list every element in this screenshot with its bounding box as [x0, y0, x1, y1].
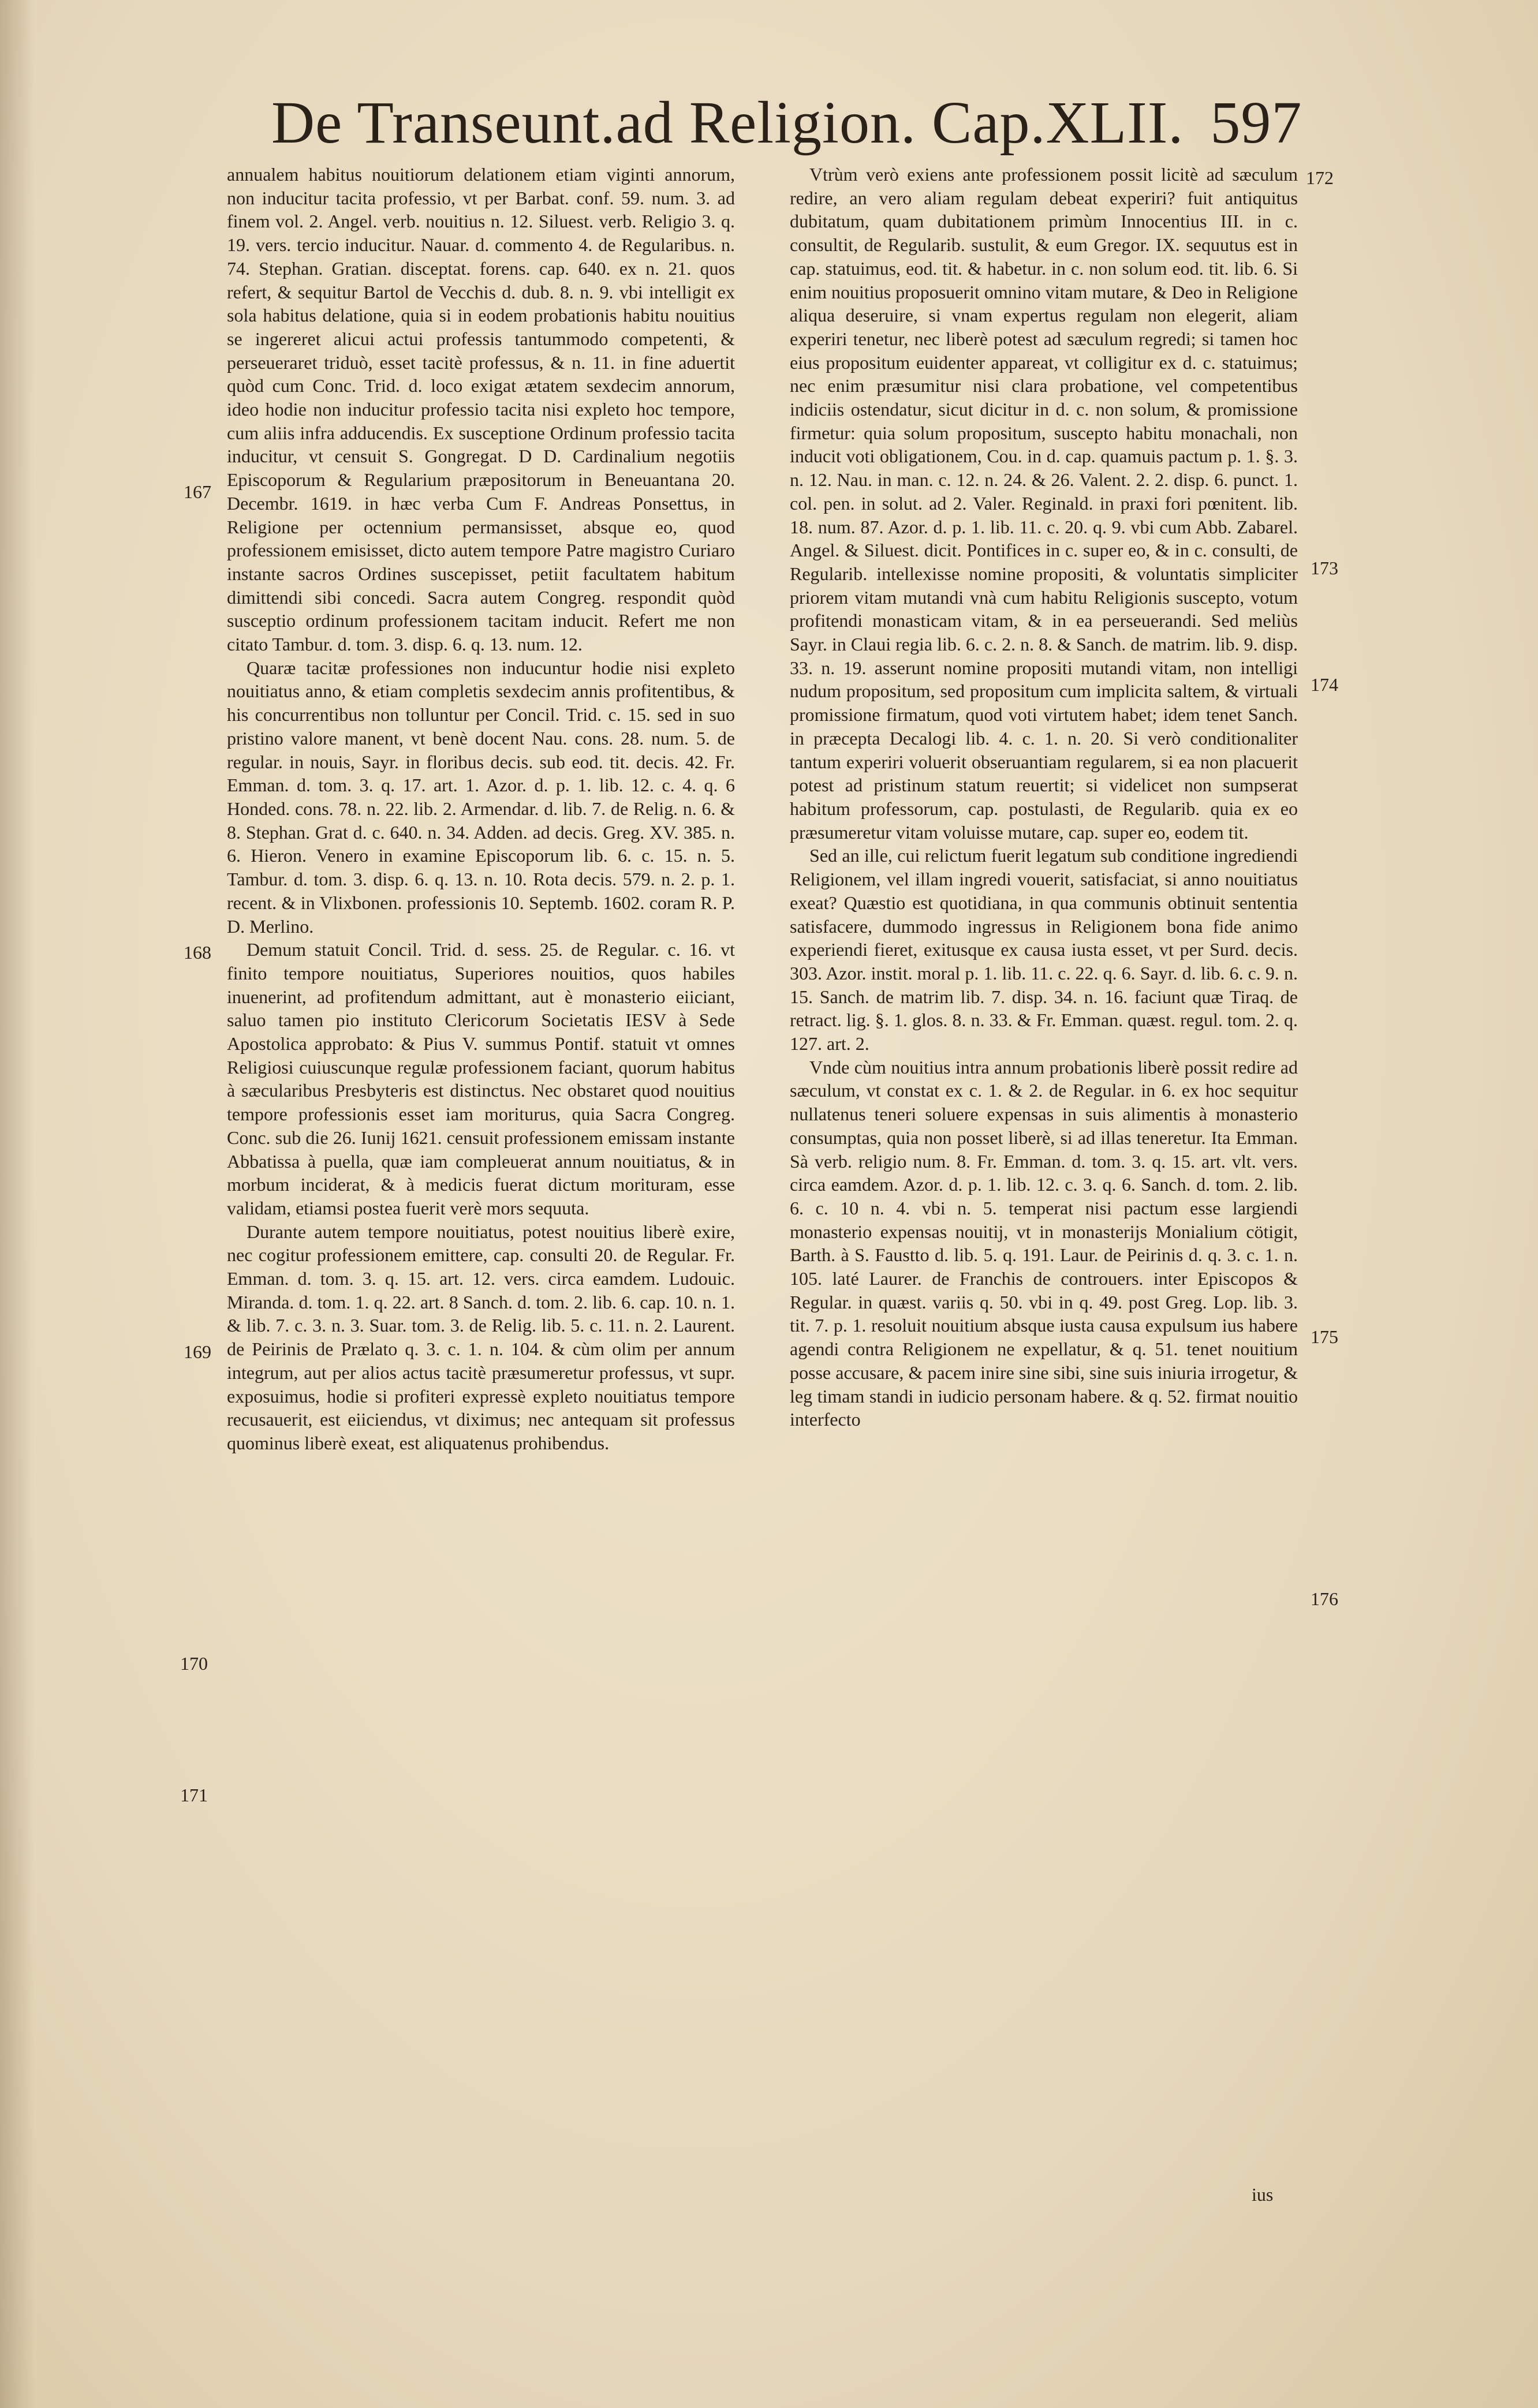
- page-number: 597: [1210, 89, 1302, 156]
- margin-number-170: 170: [180, 1653, 208, 1674]
- catchword: ius: [1252, 2184, 1274, 2205]
- margin-number-171: 171: [180, 1785, 208, 1805]
- right-paragraph-2: Sed an ille, cui relictum fuerit legatum sub conditione ingrediendi Religionem, vel illam ingredi vouerit, satisfaciat, si anno nouitiatus exeat? Quæstio est quotidiana, in qua communis obtinuit sententia satisfacere, dummodo ingressus in Religionem bona fide animo experiendi fieret, exitusque ex causa iusta esset, vt per Surd. decis. 303. Azor. instit. moral p. 1. lib. 11. c. 22. q. 6. Sayr. d. lib. 6. c. 9. n. 15. Sanch. de matrim lib. 7. disp. 34. n. 16. faciunt quæ Tiraq. de retract. lig. §. 1. glos. 8. n. 33. & Fr. Emman. quæst. regul. tom. 2. q. 127. art. 2.: [790, 845, 1298, 1055]
- margin-number-173: 173: [1311, 558, 1338, 578]
- margin-number-174: 174: [1311, 674, 1338, 695]
- page-fold-shadow: [0, 0, 35, 2408]
- left-column: [227, 163, 735, 2194]
- margin-number-167: 167: [184, 481, 211, 502]
- running-header: [271, 80, 1328, 166]
- margin-number-168: 168: [184, 942, 211, 963]
- right-paragraph-3: Vnde cùm nouitius intra annum probationis liberè possit redire ad sæculum, vt constat ex c. 1. & 2. de Regular. in 6. ex hoc sequitur nullatenus teneri soluere expensas in suis alimentis à monasterio consumptas, quia non posset liberè, si ad illas teneretur. Ita Emman. Sà verb. religio num. 8. Fr. Emman. d. tom. 3. q. 15. art. vlt. vers. circa eamdem. Azor. d. p. 1. lib. 12. c. 3. q. 6. Sanch. d. tom. 2. lib. 6. c. 10 n. 4. vbi n. 5. temperat nisi pactum esse largiendi monasterio expensas nouitij, vt in monasterijs Monialium cötigit, Barth. à S. Faustto d. lib. 5. q. 191. Laur. de Peirinis d. q. 3. c. 1. n. 105. laté Laurer. de Franchis de controuers. inter Episcopos & Regular. in quæst. variis q. 50. vbi in q. 49. post Greg. Lop. lib. 3. tit. 7. p. 1. resoluit nouitium absque iusta causa expulsum ius habere agendi contra Religionem ne expellatur, & q. 51. tenet nouitium posse accusare, & pacem inire sine sibi, sine suis iniuria irrogetur, & leg timam standi in iudicio personam habere. & q. 52. firmat nouitio interfecto: [790, 1056, 1298, 1430]
- right-paragraph-1: Vtrùm verò exiens ante professionem possit licitè ad sæculum redire, an vero aliam regulam debeat experiri? fuit antiquitus dubitatum, quam dubitationem primùm Innocentius III. in c. consultit, de Regularib. sustulit, & eum Gregor. IX. sequutus est in cap. statuimus, eod. tit. & habetur. in c. non solum eod. tit. lib. 6. Si enim nouitius proposuerit omnino vitam mutare, & Deo in Religione aliqua deseruire, si vnam expertus regulam non elegerit, aliam experiri tenetur, nec liberè potest ad sæculum regredi; si tamen hoc eius propositum euidenter appareat, vt colligitur ex d. c. statuimus; nec enim præsumitur nisi clara probatione, vel competentibus indiciis ostendatur, sicut dicitur in d. c. non solum, & promissione firmetur: quia solum propositum, suscepto habitu monachali, non inducit voti obligationem, Cou. in d. cap. quamuis pactum p. 1. §. 3. n. 12. Nau. in man. c. 12. n. 24. & 26. Valent. 2. 2. disp. 6. punct. 1. col. pen. in solut. ad 2. Valer. Reginald. in praxi fori pœnitent. lib. 18. num. 87. Azor. d. p. 1. lib. 11. c. 20. q. 9. vbi cum Abb. Zabarel. Angel. & Siluest. dicit. Pontifices in c. super eo, & in c. consulti, de Regularib. intellexisse nomine propositi, & voluntatis simpliciter priorem vitam mutandi vnà cum habitu Religionis suscepto, votum profitendi monasticam vitam, & in ea perseuerandi. Sed meliùs Sayr. in Claui regia lib. 6. c. 2. n. 8. & Sanch. de matrim. lib. 9. disp. 33. n. 19. asserunt nomine propositi mutandi vitam, non intelligi nudum propositum, sed propositum cum implicita saltem, & virtuali promissione firmatum, quod voti virtutem habet; idem tenet Sanch. in præcepta Decalogi lib. 4. c. 1. n. 20. Si verò conditionaliter tantum experiri voluerit obseruantiam regularem, si ea non placuerit potest ad pristinum statum reuertit; si videlicet non sumpserat habitum professorum, cap. postulasti, de Regularib. quia ex eo præsumeretur vitam voluisse mutare, cap. super eo, eodem tit.: [790, 164, 1298, 843]
- margin-number-175: 175: [1311, 1326, 1338, 1347]
- margin-number-172: 172: [1306, 167, 1334, 188]
- margin-number-176: 176: [1311, 1588, 1338, 1609]
- left-paragraph-3: Demum statuit Concil. Trid. d. sess. 25. de Regular. c. 16. vt finito tempore nouitiatus, Superiores nouitios, quos habiles inuenerint, ad profitendum admittant, aut è monasterio eiiciant, saluo tamen pio instituto Clericorum Societatis IESV à Sede Apostolica approbato: & Pius V. summus Pontif. statuit vt omnes Religiosi cuiuscunque regulæ professionem faciant, quorum habitus à sæcularibus Presbyteris est distinctus. Nec obstaret quod nouitius tempore professionis esset iam moriturus, quia Sacra Congreg. Conc. sub die 26. Iunij 1621. censuit professionem emissam instante Abbatissa à puella, quæ iam compleuerat annum nouitiatus, & in morbum inciderat, & à medicis fuerat dictum morituram, esse validam, etiamsi postea fuerit verè mors sequuta.: [227, 939, 735, 1218]
- left-paragraph-4: Durante autem tempore nouitiatus, potest nouitius liberè exire, nec cogitur professionem emittere, cap. consulti 20. de Regular. Fr. Emman. d. tom. 3. q. 15. art. 12. vers. circa eamdem. Ludouic. Miranda. d. tom. 1. q. 22. art. 8 Sanch. d. tom. 2. lib. 6. cap. 10. n. 1. & lib. 7. c. 3. n. 3. Suar. tom. 3. de Relig. lib. 5. c. 11. n. 2. Laurent. de Peirinis de Prælato q. 3. c. 1. n. 104. & cùm olim per annum integrum, aut per alios actus tacitè præsumeretur professus, vt supr. exposuimus, hodie si profiteri expressè expleto nouitiatus tempore recusauerit, est eiiciendus, vt diximus; nec antequam sit professus quominus liberè exeat, est aliquatenus prohibendus.: [227, 1221, 735, 1453]
- left-paragraph-2: Quaræ tacitæ professiones non inducuntur hodie nisi expleto nouitiatus anno, & etiam completis sexdecim annis profitentibus, & his concurrentibus non tolluntur per Concil. Trid. c. 15. sed in suo pristino valore manent, vt benè docent Nau. cons. 28. num. 5. de regular. in nouis, Sayr. in floribus decis. sub eod. tit. decis. 42. Fr. Emman. d. tom. 3. q. 17. art. 1. Azor. d. p. 1. lib. 12. c. 4. q. 6 Honded. cons. 78. n. 22. lib. 2. Armendar. d. lib. 7. de Relig. n. 6. & 8. Stephan. Grat d. c. 640. n. 34. Adden. ad decis. Greg. XV. 385. n. 6. Hieron. Venero in examine Episcoporum lib. 6. c. 15. n. 5. Tambur. d. tom. 3. disp. 6. q. 13. n. 10. Rota decis. 579. n. 2. p. 1. recent. & in Vlixbonen. professionis 10. Septemb. 1602. coram R. P. D. Merlino.: [227, 657, 735, 937]
- margin-number-169: 169: [184, 1341, 211, 1362]
- header-title: De Transeunt.ad Religion. Cap.XLII.: [271, 89, 1184, 156]
- left-paragraph-1: annualem habitus nouitiorum delationem etiam viginti annorum, non inducitur tacita professio, vt per Barbat. conf. 59. num. 3. ad finem vol. 2. Angel. verb. nouitius n. 12. Siluest. verb. Religio 3. q. 19. vers. tercio inducitur. Nauar. d. commento 4. de Regularibus. n. 74. Stephan. Gratian. disceptat. forens. cap. 640. ex n. 21. quos refert, & sequitur Bartol de Vecchis d. dub. 8. n. 9. vbi intelligit ex sola habitus delatione, quia si in eodem probationis habitu nouitius se ingereret alicui actui professis tantummodo competenti, & perseueraret triduò, esset tacitè professus, & n. 11. in fine aduertit quòd cum Conc. Trid. d. loco exigat ætatem sexdecim annorum, ideo hodie non inducitur professio tacita nisi expleto hoc tempore, cum aliis infra adducendis. Ex susceptione Ordinum professio tacita inducitur, vt censuit S. Gongregat. D D. Cardinalium negotiis Episcoporum & Regularium præpositorum in Beneuantana 20. Decembr. 1619. in hæc verba Cum F. Andreas Ponsettus, in Religione per octennium permansisset, absque eo, quod professionem emisisset, dicto autem tempore Patre magistro Curiaro instante sacros Ordines suscepisset, petiit facultatem habitum dimittendi sibi concedi. Sacra autem Congreg. respondit quòd susceptio ordinum professionem tacitam inducit. Refert me non citato Tambur. d. tom. 3. disp. 6. q. 13. num. 12.: [227, 164, 735, 655]
- right-column: [790, 163, 1298, 2194]
